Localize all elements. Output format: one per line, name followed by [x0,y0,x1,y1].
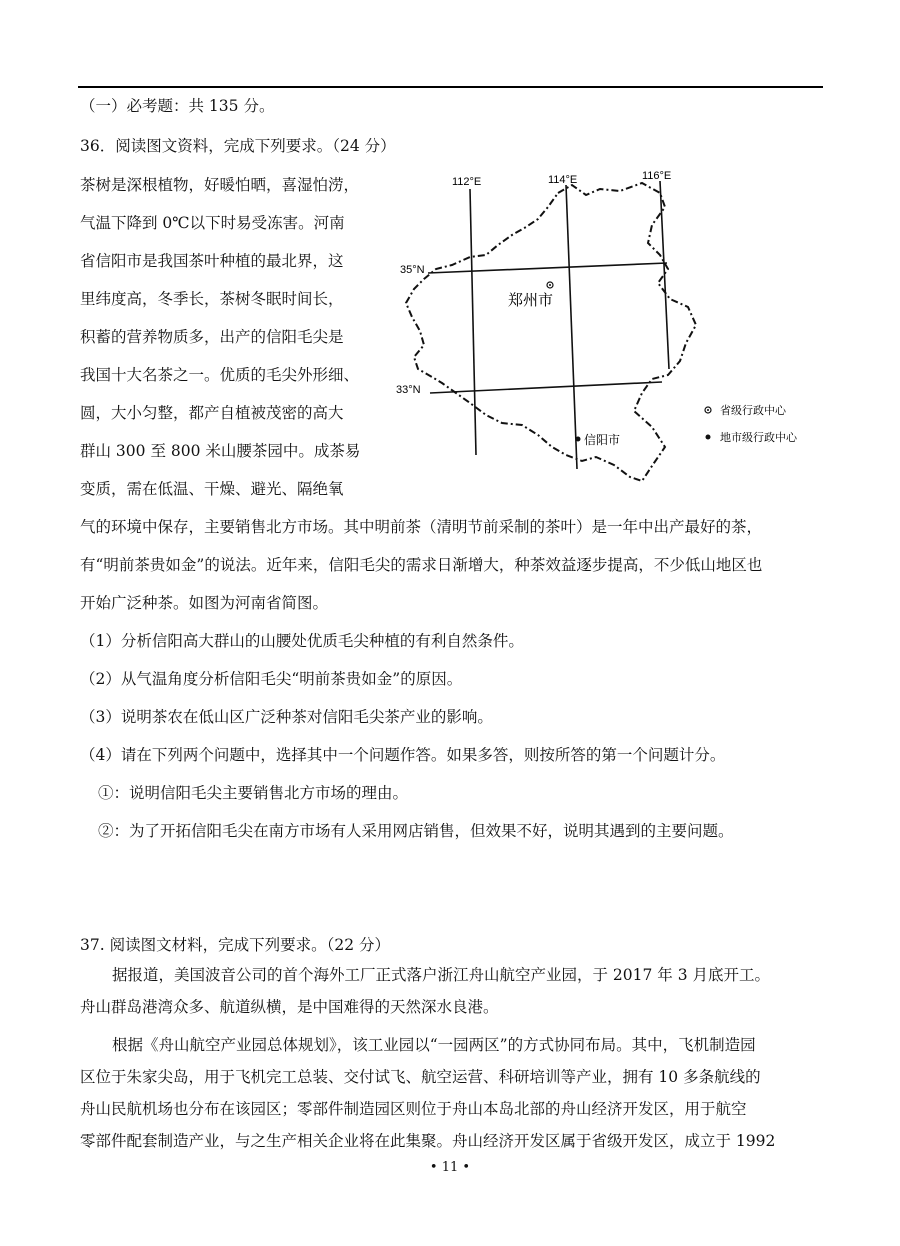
page-number: • 11 • [429,1160,471,1175]
xinyang-marker [576,437,581,442]
city-zhengzhou: 郑州市 [508,291,554,309]
q36-intro-full-line: 气的环境中保存，主要销售北方市场。其中明前茶（清明节前采制的茶叶）是一年中出产最好的茶， [80,518,763,536]
legend-provincial-icon-dot [707,409,709,411]
zhengzhou-dot [549,284,551,286]
q36-intro-line: 变质，需在低温、干燥、避光、隔绝氧 [80,480,344,498]
lat-label-35: 35°N [400,264,425,276]
parallel-35 [428,263,667,273]
lon-label-114: 114°E [548,174,578,186]
lat-label-33: 33°N [396,384,421,396]
q37-line: 舟山民航机场也分布在该园区；零部件制造园区则位于舟山本岛北部的舟山经济开发区，用于航空 [80,1100,747,1118]
q36-intro-line: 圆，大小匀整，都产自植被茂密的高大 [80,404,344,422]
q37-line: 区位于朱家尖岛，用于飞机完工总装、交付试飞、航空运营、科研培训等产业，拥有 10 多条航线的 [80,1068,761,1086]
legend-prefecture-icon [706,435,711,440]
q37-line: 据报道，美国波音公司的首个海外工厂正式落户浙江舟山航空产业园，于 2017 年 3 月底开工。 [112,966,771,984]
q36-question: （2）从气温角度分析信阳毛尖“明前茶贵如金”的原因。 [80,670,463,688]
meridian-112 [470,189,476,455]
q36-option: ①：说明信阳毛尖主要销售北方市场的理由。 [98,784,409,802]
q36-option: ②：为了开拓信阳毛尖在南方市场有人采用网店销售，但效果不好，说明其遇到的主要问题。 [98,822,734,840]
q36-intro-full-line: 有“明前茶贵如金”的说法。近年来，信阳毛尖的需求日渐增大，种茶效益逐步提高，不少低山地区也 [80,556,763,574]
q36-title: 36．阅读图文资料，完成下列要求。（24 分） [80,137,396,155]
lon-label-112: 112°E [452,176,482,188]
q36-intro-line: 群山 300 至 800 米山腰茶园中。成茶易 [80,442,361,460]
q36-intro-line: 省信阳市是我国茶叶种植的最北界，这 [80,252,344,270]
header-rule [78,86,823,88]
q36-question: （3）说明茶农在低山区广泛种茶对信阳毛尖茶产业的影响。 [80,708,493,726]
q36-question: （4）请在下列两个问题中，选择其中一个问题作答。如果多答，则按所答的第一个问题计分。 [80,746,726,764]
q36-intro-line: 里纬度高，冬季长，茶树冬眠时间长， [80,290,344,308]
henan-map [390,165,830,495]
city-xinyang: 信阳市 [584,433,621,447]
q37-title: 37. 阅读图文材料，完成下列要求。（22 分） [80,936,390,954]
q36-intro-line: 气温下降到 0℃以下时易受冻害。河南 [80,214,345,232]
henan-map-svg [390,165,830,495]
section-title: （一）必考题：共 135 分。 [80,97,275,115]
q36-intro-line: 茶树是深根植物，好暖怕晒，喜湿怕涝， [80,176,360,194]
q37-line: 根据《舟山航空产业园总体规划》，该工业园以“一园两区”的方式协同布局。其中，飞机制造园 [112,1036,756,1054]
parallel-33 [430,382,662,393]
meridian-116 [660,181,669,369]
lon-label-116: 116°E [642,170,672,182]
legend-prefecture: 地市级行政中心 [720,431,797,444]
meridian-114 [566,185,577,469]
q36-intro-line: 积蓄的营养物质多，出产的信阳毛尖是 [80,328,344,346]
q36-intro-line: 我国十大名茶之一。优质的毛尖外形细、 [80,366,360,384]
province-boundary [406,183,696,481]
q36-intro-full-line: 开始广泛种茶。如图为河南省简图。 [80,594,329,612]
q37-line: 舟山群岛港湾众多、航道纵横，是中国难得的天然深水良港。 [80,998,499,1016]
q37-line: 零部件配套制造产业，与之生产相关企业将在此集聚。舟山经济开发区属于省级开发区，成立于 1992 [80,1132,776,1150]
legend-provincial: 省级行政中心 [720,404,786,417]
q36-question: （1）分析信阳高大群山的山腰处优质毛尖种植的有利自然条件。 [80,632,524,650]
